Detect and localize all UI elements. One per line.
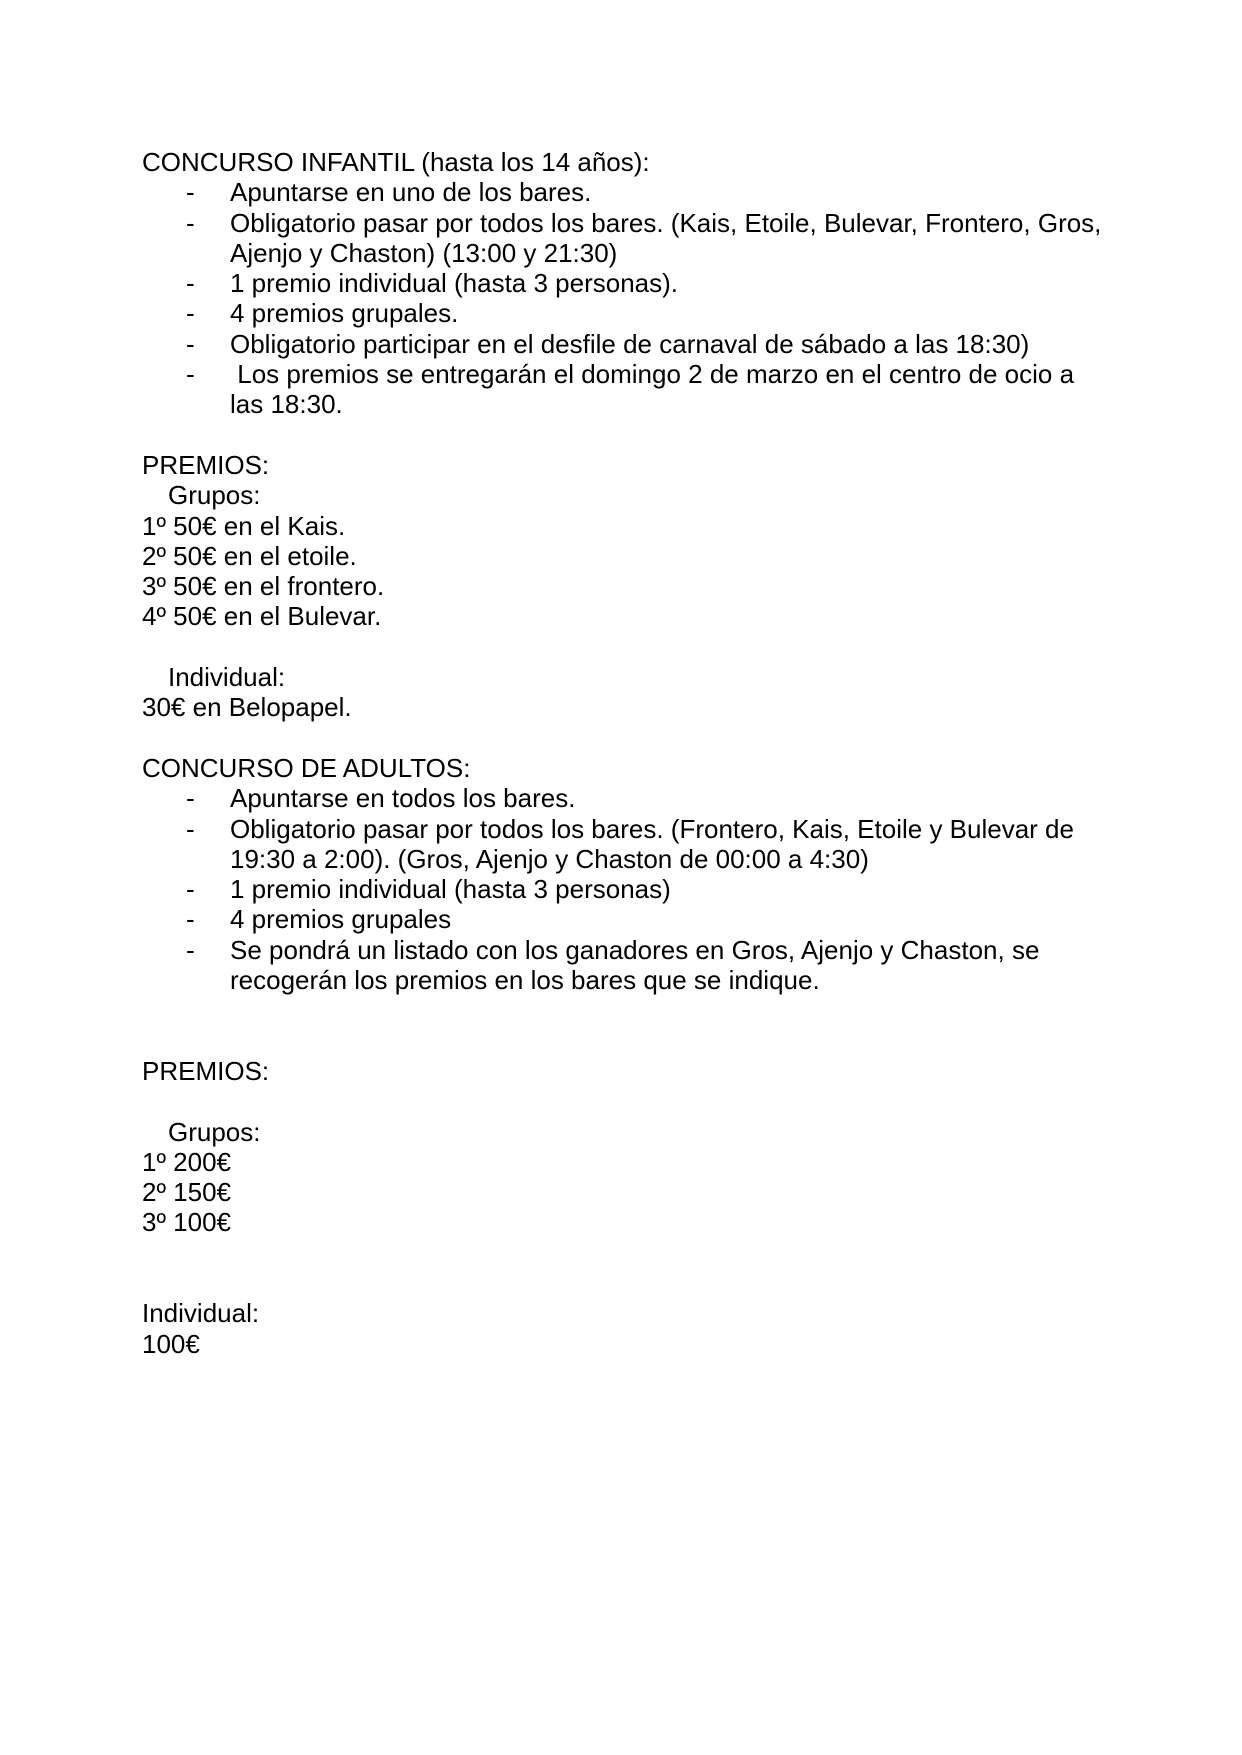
bullet-item <box>142 904 1105 934</box>
bullet-text: Apuntarse en todos los bares. <box>230 783 576 814</box>
bullet-item <box>142 298 1105 328</box>
prize-line: 2º 50€ en el etoile. <box>142 540 357 571</box>
section-premios-adultos <box>142 1056 1105 1359</box>
bullet-text: Los premios se entregarán el domingo 2 de marzo en el centro de ocio a las 18:30. <box>230 359 1082 420</box>
bullet-dash: - <box>186 177 195 208</box>
bullet-dash: - <box>186 904 195 935</box>
bullet-item <box>142 359 1105 420</box>
grupos-label: Grupos: <box>168 480 261 511</box>
prize-line: 100€ <box>142 1328 200 1359</box>
bullet-item <box>142 329 1105 359</box>
bullet-item <box>142 814 1105 875</box>
bullet-dash: - <box>186 328 195 359</box>
bullet-dash: - <box>186 934 195 965</box>
bullet-text: 4 premios grupales. <box>230 298 459 329</box>
section-concurso-infantil <box>142 147 1108 420</box>
grupos-label: Grupos: <box>168 1116 261 1147</box>
section-title-premios-adultos: PREMIOS: <box>142 1055 270 1086</box>
prize-line: 3º 50€ en el frontero. <box>142 571 385 602</box>
prize-line: 2º 150€ <box>142 1177 232 1208</box>
prize-line: 3º 100€ <box>142 1207 232 1238</box>
bullet-item <box>142 783 1105 813</box>
bullet-item <box>142 935 1105 996</box>
bullet-text: Apuntarse en uno de los bares. <box>230 177 592 208</box>
section-title-concurso-infantil: CONCURSO INFANTIL (hasta los 14 años): <box>142 147 650 177</box>
bullet-text: 4 premios grupales <box>230 904 452 935</box>
bullet-dash: - <box>186 298 195 329</box>
bullet-dash: - <box>186 359 195 390</box>
bullet-text: Obligatorio pasar por todos los bares. (Frontero, Kais, Etoile y Bulevar de 19:30 a 2:00). (Gros, Ajenjo y Chaston de 00:00 a 4:30) <box>230 813 1082 874</box>
bullet-item <box>142 207 1108 269</box>
bullet-text: 1 premio individual (hasta 3 personas) <box>230 874 671 905</box>
prize-line: 1º 50€ en el Kais. <box>142 510 346 541</box>
bullet-dash: - <box>186 874 195 905</box>
prize-line: 1º 200€ <box>142 1146 232 1177</box>
prize-line: 30€ en Belopapel. <box>142 692 352 723</box>
bullet-text: 1 premio individual (hasta 3 personas). <box>230 268 679 299</box>
bullet-item <box>142 268 1105 298</box>
bullet-text: Se pondrá un listado con los ganadores en Gros, Ajenjo y Chaston, se recogerán los premios en los bares que se indique. <box>230 934 1047 996</box>
section-title-premios-infantil: PREMIOS: <box>142 449 270 480</box>
bullet-dash: - <box>186 207 195 238</box>
bullet-dash: - <box>186 813 195 844</box>
prize-line: 4º 50€ en el Bulevar. <box>142 601 382 632</box>
section-title-concurso-adultos: CONCURSO DE ADULTOS: <box>142 752 471 783</box>
bullet-item <box>142 177 1105 207</box>
bullet-dash: - <box>186 783 195 814</box>
individual-label: Individual: <box>142 1298 260 1329</box>
individual-label: Individual: <box>168 662 286 693</box>
bullet-dash: - <box>186 268 195 299</box>
bullet-text: Obligatorio pasar por todos los bares. (Kais, Etoile, Bulevar, Frontero, Gros, Ajenjo y Chaston) (13:00 y 21:30) <box>230 207 1108 268</box>
bullet-text: Obligatorio participar en el desfile de carnaval de sábado a las 18:30) <box>230 328 1030 359</box>
bullet-item <box>142 874 1105 904</box>
section-concurso-adultos <box>142 753 1105 995</box>
section-premios-infantil <box>142 450 1105 723</box>
